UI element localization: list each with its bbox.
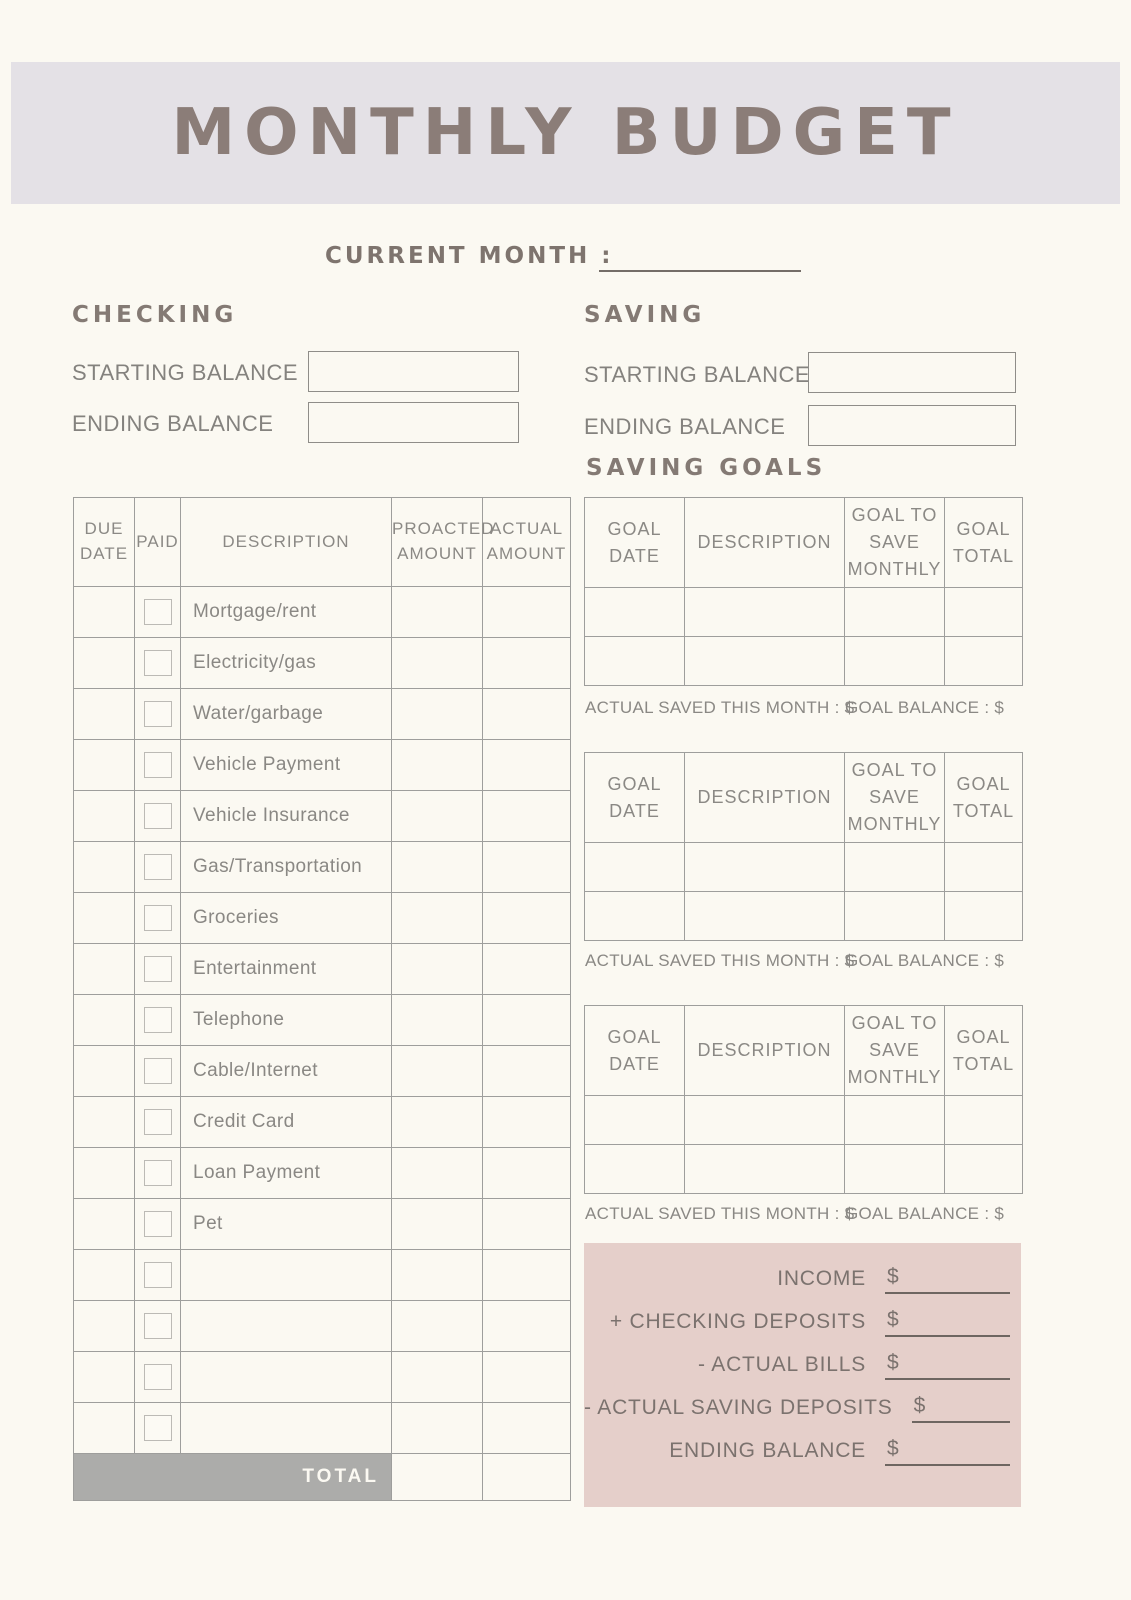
checking-starting-balance-label: STARTING BALANCE bbox=[72, 360, 299, 385]
due-date-cell[interactable] bbox=[74, 1301, 135, 1352]
paid-checkbox[interactable] bbox=[144, 1211, 172, 1237]
summary-row-income bbox=[584, 1251, 1010, 1294]
col-header-goal-to-save-monthly: GOAL TO SAVE MONTHLY bbox=[845, 498, 945, 588]
col-header-goal-total: GOAL TOTAL bbox=[945, 1006, 1023, 1096]
proacted-amount-cell[interactable] bbox=[392, 1148, 483, 1199]
current-month-label: CURRENT MONTH : bbox=[325, 243, 614, 269]
expense-description: Credit Card bbox=[181, 1097, 392, 1148]
paid-cell bbox=[135, 995, 181, 1046]
goal-row bbox=[585, 843, 1023, 892]
goal-description-cell[interactable] bbox=[685, 1145, 845, 1194]
actual-amount-cell[interactable] bbox=[483, 791, 571, 842]
col-header-goal-description: DESCRIPTION bbox=[685, 498, 845, 588]
paid-cell bbox=[135, 689, 181, 740]
actual-bills-value-field[interactable] bbox=[885, 1351, 1010, 1380]
goal-caption-1 bbox=[585, 698, 1022, 718]
goal-to-save-monthly-cell[interactable] bbox=[845, 637, 945, 686]
saving-starting-balance-label: STARTING BALANCE bbox=[584, 362, 811, 387]
paid-cell bbox=[135, 1403, 181, 1454]
goal-date-cell[interactable] bbox=[585, 588, 685, 637]
saving-heading: SAVING bbox=[584, 302, 706, 328]
paid-checkbox[interactable] bbox=[144, 854, 172, 880]
summary-ending-balance-label: ENDING BALANCE bbox=[669, 1439, 866, 1462]
proacted-amount-cell[interactable] bbox=[392, 1097, 483, 1148]
col-header-actual-amount: ACTUAL AMOUNT bbox=[483, 498, 571, 587]
paid-cell bbox=[135, 1148, 181, 1199]
saving-goals-table-3 bbox=[584, 1005, 1023, 1194]
saving-ending-balance-label: ENDING BALANCE bbox=[584, 414, 786, 439]
paid-checkbox[interactable] bbox=[144, 956, 172, 982]
summary-row-ending-balance bbox=[584, 1423, 1010, 1466]
goal-to-save-monthly-cell[interactable] bbox=[845, 1145, 945, 1194]
paid-cell bbox=[135, 1250, 181, 1301]
paid-checkbox[interactable] bbox=[144, 905, 172, 931]
col-header-proacted-amount: PROACTED AMOUNT bbox=[392, 498, 483, 587]
goal-header-row bbox=[585, 753, 1023, 843]
actual-amount-cell[interactable] bbox=[483, 842, 571, 893]
checking-starting-balance-input[interactable] bbox=[308, 351, 519, 392]
paid-cell bbox=[135, 638, 181, 689]
actual-saving-deposits-label: - ACTUAL SAVING DEPOSITS bbox=[584, 1396, 893, 1419]
paid-checkbox[interactable] bbox=[144, 701, 172, 727]
proacted-amount-cell[interactable] bbox=[392, 1199, 483, 1250]
expense-description[interactable] bbox=[181, 1250, 392, 1301]
goal-total-cell[interactable] bbox=[945, 588, 1023, 637]
paid-cell bbox=[135, 1046, 181, 1097]
proacted-amount-cell[interactable] bbox=[392, 944, 483, 995]
table-row bbox=[74, 1097, 571, 1148]
saving-ending-balance-input[interactable] bbox=[808, 405, 1016, 446]
table-row bbox=[74, 995, 571, 1046]
goal-total-cell[interactable] bbox=[945, 637, 1023, 686]
goal-description-cell[interactable] bbox=[685, 1096, 845, 1145]
summary-ending-balance-value-field[interactable] bbox=[885, 1437, 1010, 1466]
table-row bbox=[74, 893, 571, 944]
paid-cell bbox=[135, 740, 181, 791]
paid-cell bbox=[135, 1097, 181, 1148]
saving-goals-heading: SAVING GOALS bbox=[586, 455, 827, 481]
due-date-cell[interactable] bbox=[74, 587, 135, 638]
dollar-sign: $ bbox=[887, 1351, 899, 1374]
col-header-paid: PAID bbox=[135, 498, 181, 587]
goal-balance-label: GOAL BALANCE : $ bbox=[845, 698, 1005, 717]
total-actual-amount-cell[interactable] bbox=[483, 1454, 571, 1501]
paid-checkbox[interactable] bbox=[144, 1058, 172, 1084]
due-date-cell[interactable] bbox=[74, 893, 135, 944]
col-header-goal-description: DESCRIPTION bbox=[685, 753, 845, 843]
due-date-cell[interactable] bbox=[74, 944, 135, 995]
goal-to-save-monthly-cell[interactable] bbox=[845, 1096, 945, 1145]
paid-checkbox[interactable] bbox=[144, 803, 172, 829]
expense-description: Electricity/gas bbox=[181, 638, 392, 689]
paid-checkbox[interactable] bbox=[144, 1262, 172, 1288]
goal-total-cell[interactable] bbox=[945, 1145, 1023, 1194]
col-header-goal-to-save-monthly: GOAL TO SAVE MONTHLY bbox=[845, 1006, 945, 1096]
expense-description: Cable/Internet bbox=[181, 1046, 392, 1097]
actual-amount-cell[interactable] bbox=[483, 1403, 571, 1454]
due-date-cell[interactable] bbox=[74, 995, 135, 1046]
checking-ending-balance-input[interactable] bbox=[308, 402, 519, 443]
goal-total-cell[interactable] bbox=[945, 1096, 1023, 1145]
expense-description: Loan Payment bbox=[181, 1148, 392, 1199]
due-date-cell[interactable] bbox=[74, 1250, 135, 1301]
paid-cell bbox=[135, 1301, 181, 1352]
expense-description[interactable] bbox=[181, 1352, 392, 1403]
proacted-amount-cell[interactable] bbox=[392, 740, 483, 791]
due-date-cell[interactable] bbox=[74, 1148, 135, 1199]
actual-saving-deposits-value-field[interactable] bbox=[912, 1394, 1010, 1423]
actual-amount-cell[interactable] bbox=[483, 1046, 571, 1097]
col-header-goal-date: GOAL DATE bbox=[585, 498, 685, 588]
due-date-cell[interactable] bbox=[74, 689, 135, 740]
table-row bbox=[74, 842, 571, 893]
table-row bbox=[74, 1148, 571, 1199]
goal-row bbox=[585, 892, 1023, 941]
actual-amount-cell[interactable] bbox=[483, 1250, 571, 1301]
expense-description: Pet bbox=[181, 1199, 392, 1250]
paid-checkbox[interactable] bbox=[144, 599, 172, 625]
expense-description[interactable] bbox=[181, 1403, 392, 1454]
goal-date-cell[interactable] bbox=[585, 1145, 685, 1194]
proacted-amount-cell[interactable] bbox=[392, 995, 483, 1046]
actual-amount-cell[interactable] bbox=[483, 587, 571, 638]
table-row bbox=[74, 1046, 571, 1097]
goal-to-save-monthly-cell[interactable] bbox=[845, 843, 945, 892]
income-value-field[interactable] bbox=[885, 1265, 1010, 1294]
income-label: INCOME bbox=[777, 1267, 866, 1290]
table-row bbox=[74, 1250, 571, 1301]
due-date-cell[interactable] bbox=[74, 1352, 135, 1403]
goal-balance-label: GOAL BALANCE : $ bbox=[845, 1204, 1005, 1223]
goal-caption-2 bbox=[585, 951, 1022, 971]
actual-amount-cell[interactable] bbox=[483, 1301, 571, 1352]
dollar-sign: $ bbox=[887, 1308, 899, 1331]
due-date-cell[interactable] bbox=[74, 638, 135, 689]
due-date-cell[interactable] bbox=[74, 1046, 135, 1097]
summary-row-checking-deposits bbox=[584, 1294, 1010, 1337]
goal-total-cell[interactable] bbox=[945, 843, 1023, 892]
table-row bbox=[74, 638, 571, 689]
actual-amount-cell[interactable] bbox=[483, 638, 571, 689]
goal-row bbox=[585, 588, 1023, 637]
proacted-amount-cell[interactable] bbox=[392, 1046, 483, 1097]
expense-description: Mortgage/rent bbox=[181, 587, 392, 638]
actual-amount-cell[interactable] bbox=[483, 893, 571, 944]
goal-header-row bbox=[585, 1006, 1023, 1096]
col-header-goal-description: DESCRIPTION bbox=[685, 1006, 845, 1096]
paid-cell bbox=[135, 842, 181, 893]
actual-amount-cell[interactable] bbox=[483, 1352, 571, 1403]
goal-description-cell[interactable] bbox=[685, 843, 845, 892]
proacted-amount-cell[interactable] bbox=[392, 689, 483, 740]
due-date-cell[interactable] bbox=[74, 1199, 135, 1250]
title-banner bbox=[11, 62, 1120, 204]
goal-date-cell[interactable] bbox=[585, 843, 685, 892]
goal-date-cell[interactable] bbox=[585, 892, 685, 941]
col-header-due-date: DUE DATE bbox=[74, 498, 135, 587]
dollar-sign: $ bbox=[887, 1437, 899, 1460]
table-row bbox=[74, 1403, 571, 1454]
actual-saved-label: ACTUAL SAVED THIS MONTH : $ bbox=[585, 698, 855, 717]
proacted-amount-cell[interactable] bbox=[392, 1352, 483, 1403]
table-row bbox=[74, 1352, 571, 1403]
saving-goals-table-2 bbox=[584, 752, 1023, 941]
expenses-table bbox=[73, 497, 571, 1501]
col-header-goal-date: GOAL DATE bbox=[585, 753, 685, 843]
expense-description: Vehicle Payment bbox=[181, 740, 392, 791]
paid-cell bbox=[135, 944, 181, 995]
total-label: TOTAL bbox=[74, 1454, 392, 1501]
expense-description: Telephone bbox=[181, 995, 392, 1046]
proacted-amount-cell[interactable] bbox=[392, 1403, 483, 1454]
expense-description: Water/garbage bbox=[181, 689, 392, 740]
total-row bbox=[74, 1454, 571, 1501]
checking-deposits-value-field[interactable] bbox=[885, 1308, 1010, 1337]
proacted-amount-cell[interactable] bbox=[392, 1250, 483, 1301]
proacted-amount-cell[interactable] bbox=[392, 791, 483, 842]
saving-starting-balance-input[interactable] bbox=[808, 352, 1016, 393]
paid-checkbox[interactable] bbox=[144, 1007, 172, 1033]
checking-deposits-label: + CHECKING DEPOSITS bbox=[609, 1310, 866, 1333]
goal-caption-3 bbox=[585, 1204, 1022, 1224]
paid-cell bbox=[135, 791, 181, 842]
paid-checkbox[interactable] bbox=[144, 1415, 172, 1441]
goal-row bbox=[585, 1145, 1023, 1194]
actual-saved-label: ACTUAL SAVED THIS MONTH : $ bbox=[585, 1204, 855, 1223]
goal-header-row bbox=[585, 498, 1023, 588]
col-header-goal-total: GOAL TOTAL bbox=[945, 498, 1023, 588]
goal-total-cell[interactable] bbox=[945, 892, 1023, 941]
actual-bills-label: - ACTUAL BILLS bbox=[698, 1353, 866, 1376]
actual-amount-cell[interactable] bbox=[483, 944, 571, 995]
due-date-cell[interactable] bbox=[74, 1097, 135, 1148]
paid-cell bbox=[135, 1199, 181, 1250]
proacted-amount-cell[interactable] bbox=[392, 638, 483, 689]
paid-checkbox[interactable] bbox=[144, 650, 172, 676]
expense-description[interactable] bbox=[181, 1301, 392, 1352]
dollar-sign: $ bbox=[887, 1265, 899, 1288]
expense-description: Entertainment bbox=[181, 944, 392, 995]
col-header-description: DESCRIPTION bbox=[181, 498, 392, 587]
table-row bbox=[74, 689, 571, 740]
expense-description: Vehicle Insurance bbox=[181, 791, 392, 842]
dollar-sign: $ bbox=[913, 1394, 926, 1417]
goal-row bbox=[585, 1096, 1023, 1145]
col-header-goal-date: GOAL DATE bbox=[585, 1006, 685, 1096]
proacted-amount-cell[interactable] bbox=[392, 893, 483, 944]
goal-to-save-monthly-cell[interactable] bbox=[845, 892, 945, 941]
actual-amount-cell[interactable] bbox=[483, 995, 571, 1046]
proacted-amount-cell[interactable] bbox=[392, 587, 483, 638]
table-row bbox=[74, 587, 571, 638]
expenses-header-row bbox=[74, 498, 571, 587]
col-header-goal-to-save-monthly: GOAL TO SAVE MONTHLY bbox=[845, 753, 945, 843]
monthly-summary-box bbox=[584, 1243, 1021, 1507]
paid-cell bbox=[135, 587, 181, 638]
table-row bbox=[74, 740, 571, 791]
total-proacted-amount-cell[interactable] bbox=[392, 1454, 483, 1501]
table-row bbox=[74, 944, 571, 995]
actual-amount-cell[interactable] bbox=[483, 1097, 571, 1148]
paid-checkbox[interactable] bbox=[144, 1364, 172, 1390]
actual-saved-label: ACTUAL SAVED THIS MONTH : $ bbox=[585, 951, 855, 970]
goal-description-cell[interactable] bbox=[685, 588, 845, 637]
checking-ending-balance-label: ENDING BALANCE bbox=[72, 411, 274, 436]
due-date-cell[interactable] bbox=[74, 740, 135, 791]
summary-row-actual-bills bbox=[584, 1337, 1010, 1380]
actual-amount-cell[interactable] bbox=[483, 1148, 571, 1199]
goal-date-cell[interactable] bbox=[585, 637, 685, 686]
goal-balance-label: GOAL BALANCE : $ bbox=[845, 951, 1005, 970]
goal-row bbox=[585, 637, 1023, 686]
table-row bbox=[74, 1301, 571, 1352]
expense-description: Gas/Transportation bbox=[181, 842, 392, 893]
paid-checkbox[interactable] bbox=[144, 752, 172, 778]
page-title: MONTHLY BUDGET bbox=[171, 96, 960, 170]
due-date-cell[interactable] bbox=[74, 791, 135, 842]
actual-amount-cell[interactable] bbox=[483, 740, 571, 791]
proacted-amount-cell[interactable] bbox=[392, 1301, 483, 1352]
col-header-goal-total: GOAL TOTAL bbox=[945, 753, 1023, 843]
expense-description: Groceries bbox=[181, 893, 392, 944]
paid-cell bbox=[135, 893, 181, 944]
goal-description-cell[interactable] bbox=[685, 892, 845, 941]
proacted-amount-cell[interactable] bbox=[392, 842, 483, 893]
checking-heading: CHECKING bbox=[72, 302, 238, 328]
goal-to-save-monthly-cell[interactable] bbox=[845, 588, 945, 637]
actual-amount-cell[interactable] bbox=[483, 1199, 571, 1250]
paid-checkbox[interactable] bbox=[144, 1109, 172, 1135]
due-date-cell[interactable] bbox=[74, 842, 135, 893]
paid-checkbox[interactable] bbox=[144, 1160, 172, 1186]
actual-amount-cell[interactable] bbox=[483, 689, 571, 740]
goal-date-cell[interactable] bbox=[585, 1096, 685, 1145]
current-month-input[interactable] bbox=[599, 246, 801, 272]
table-row bbox=[74, 1199, 571, 1250]
due-date-cell[interactable] bbox=[74, 1403, 135, 1454]
saving-goals-table-1 bbox=[584, 497, 1023, 686]
goal-description-cell[interactable] bbox=[685, 637, 845, 686]
paid-checkbox[interactable] bbox=[144, 1313, 172, 1339]
table-row bbox=[74, 791, 571, 842]
paid-cell bbox=[135, 1352, 181, 1403]
summary-row-actual-saving-deposits bbox=[584, 1380, 1010, 1423]
